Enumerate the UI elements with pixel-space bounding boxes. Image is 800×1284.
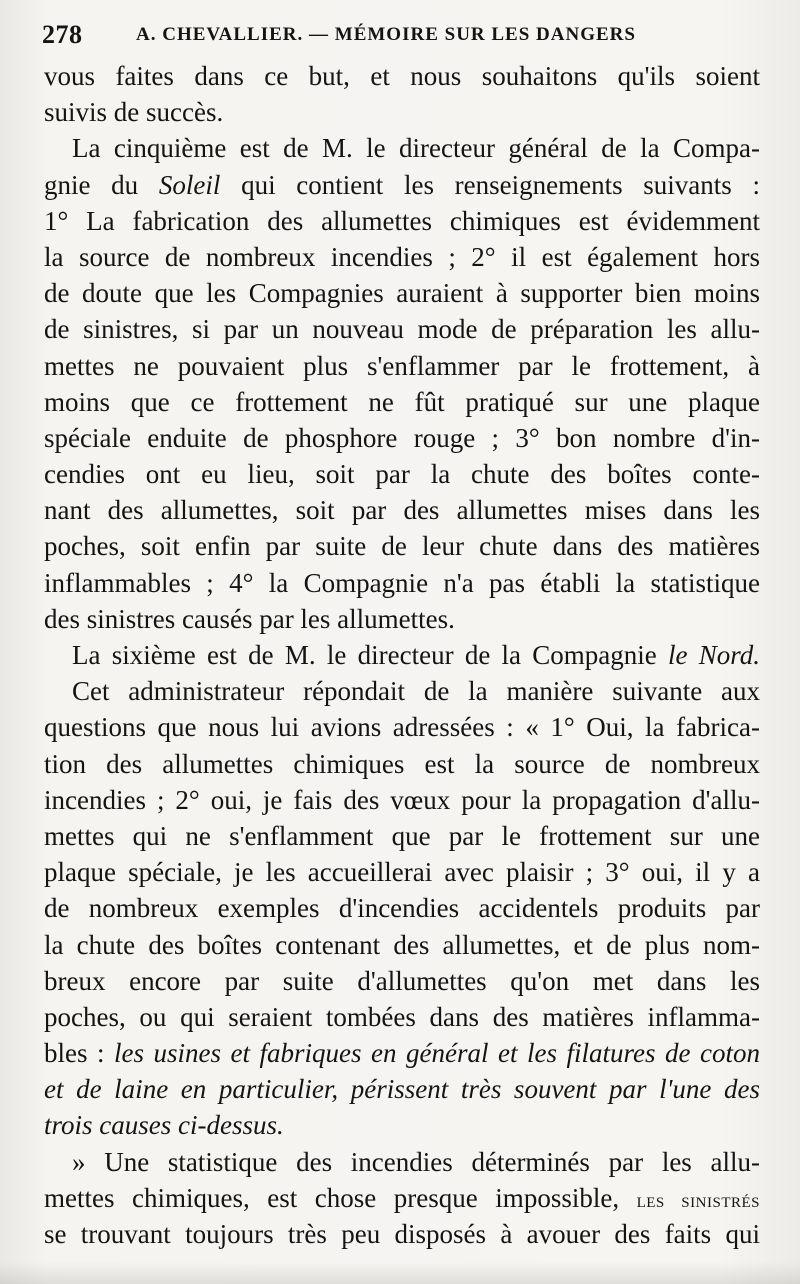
text-line: suivis de succès. (44, 97, 224, 128)
text-line: nant des allumettes, soit par des allumettes mises dans les (44, 495, 760, 526)
text-line: 1° La fabrication des allumettes chimiques est évidemment (44, 205, 760, 236)
text-line: incendies ; 2° oui, je fais des vœux pour la propagation d'allu- (44, 784, 760, 815)
text-line: inflammables ; 4° la Compagnie n'a pas établi la statistique (44, 567, 760, 598)
text-line: spéciale enduite de phosphore rouge ; 3° bon nombre d'in- (44, 422, 760, 453)
text-line: poches, soit enfin par suite de leur chute dans des matières (44, 531, 760, 562)
text-line: cendies ont eu lieu, soit par la chute des boîtes conte- (44, 459, 760, 490)
text-line: mettes chimiques, est chose presque impossible, les sinistrés (44, 1182, 760, 1213)
text-line: breux encore par suite d'allumettes qu'on met dans les (44, 965, 760, 996)
text-line: la chute des boîtes contenant des allumettes, et de plus nom- (44, 929, 760, 960)
page-bottom-shadow (0, 1262, 800, 1284)
text-line: trois causes ci-dessus. (44, 1110, 284, 1141)
body-text (44, 58, 760, 1252)
text-line: la source de nombreux incendies ; 2° il est également hors (44, 241, 760, 272)
text-line: se trouvant toujours très peu disposés à avouer des faits qui (44, 1219, 760, 1249)
text-line: poches, ou qui seraient tombées dans des matières inflamma- (44, 1001, 760, 1032)
text-line: plaque spéciale, je les accueillerai avec plaisir ; 3° oui, il y a (44, 857, 760, 888)
text-line: moins que ce frottement ne fût pratiqué sur une plaque (44, 386, 760, 417)
italic-quote: les usines et fabriques en général et les filatures de coton (114, 1038, 760, 1069)
italic-name: Soleil (158, 169, 221, 200)
text-line: Cet administrateur répondait de la manière suivante aux (72, 676, 760, 707)
text-line: de doute que les Compagnies auraient à supporter bien moins (44, 278, 760, 309)
text-line: et de laine en particulier, périssent très souvent par l'une des (44, 1074, 760, 1105)
text-line: des sinistres causés par les allumettes. (44, 603, 455, 634)
text-line: de nombreux exemples d'incendies accidentels produits par (44, 893, 760, 924)
text-line: La sixième est de M. le directeur de la Compagnie le Nord. (72, 640, 761, 670)
text-line: bles : les usines et fabriques en général et les filatures de coton (44, 1038, 760, 1069)
text-line: » Une statistique des incendies déterminés par les allu- (72, 1146, 760, 1177)
small-caps-text: les sinistrés (636, 1187, 760, 1212)
text-line: gnie du Soleil qui contient les renseignements suivants : (44, 169, 760, 200)
text-line: mettes ne pouvaient plus s'enflammer par le frottement, à (44, 350, 760, 381)
text-line: mettes qui ne s'enflamment que par le frottement sur une (44, 820, 760, 851)
text-line: tion des allumettes chimiques est la source de nombreux (44, 748, 760, 779)
text-line: La cinquième est de M. le directeur général de la Compa- (72, 133, 760, 164)
running-head (40, 14, 760, 54)
text-line: questions que nous lui avions adressées : « 1° Oui, la fabrica- (44, 712, 760, 743)
page-number: 278 (42, 20, 83, 49)
italic-name: le Nord. (668, 640, 761, 670)
text-line: de sinistres, si par un nouveau mode de préparation les allu- (44, 314, 760, 345)
running-title: A. CHEVALLIER. — MÉMOIRE SUR LES DANGERS (136, 24, 636, 45)
text-line: vous faites dans ce but, et nous souhaitons qu'ils soient (44, 61, 760, 91)
